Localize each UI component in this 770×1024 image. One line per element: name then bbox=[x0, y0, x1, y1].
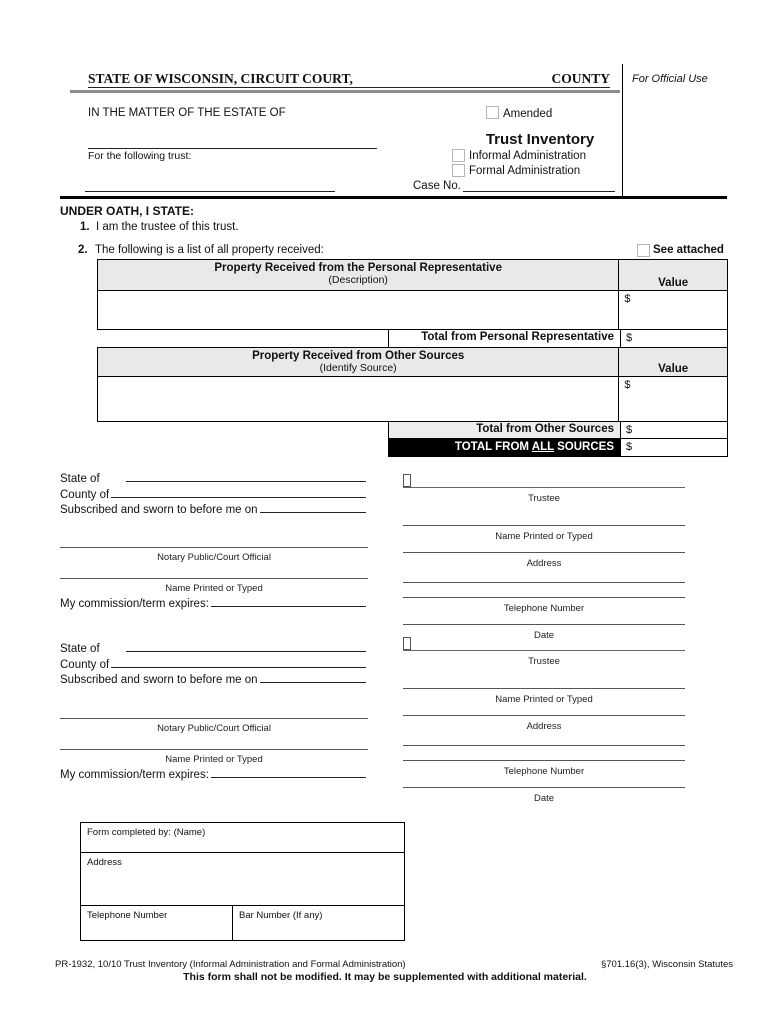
see-attached-label: See attached bbox=[653, 244, 724, 256]
trustee-label: Trustee bbox=[528, 656, 560, 667]
other-value-cell[interactable] bbox=[619, 377, 727, 421]
trust-name-line-2[interactable] bbox=[85, 191, 335, 192]
notary-name-label: Name Printed or Typed bbox=[165, 582, 263, 594]
commission-label: My commission/term expires: bbox=[60, 768, 209, 781]
court-title: STATE OF WISCONSIN, CIRCUIT COURT, bbox=[88, 71, 353, 86]
trustee-phone-line[interactable] bbox=[403, 760, 685, 761]
informal-admin-checkbox[interactable] bbox=[452, 149, 465, 162]
personal-total-label: Total from Personal Representative bbox=[388, 330, 620, 347]
header-bottom-rule bbox=[60, 196, 727, 199]
state-of-label: State of bbox=[60, 473, 100, 485]
personal-table-header bbox=[97, 259, 728, 291]
case-no-label: Case No. bbox=[413, 180, 461, 192]
other-header-title: Property Received from Other Sources bbox=[252, 350, 465, 362]
notary-signature-line[interactable] bbox=[60, 718, 368, 719]
other-property-table bbox=[97, 347, 728, 457]
see-attached-checkbox[interactable] bbox=[637, 244, 650, 257]
state-of-label: State of bbox=[60, 643, 100, 655]
oath-item1-num: 1. bbox=[80, 221, 90, 233]
state-of-line[interactable] bbox=[126, 481, 366, 482]
completed-by-cell[interactable] bbox=[81, 823, 404, 853]
personal-header-sub: (Description) bbox=[328, 274, 388, 286]
other-total-value-cell[interactable] bbox=[620, 422, 728, 438]
trust-name-line[interactable] bbox=[88, 148, 377, 149]
other-total-label: Total from Other Sources bbox=[388, 422, 620, 438]
dollar-sign: $ bbox=[626, 441, 633, 453]
form-title: Trust Inventory bbox=[485, 131, 595, 148]
state-of-line[interactable] bbox=[126, 651, 366, 652]
form-completed-box bbox=[80, 822, 405, 941]
county-of-label: County of bbox=[60, 488, 110, 501]
sworn-date-line[interactable] bbox=[260, 512, 366, 513]
commission-label: My commission/term expires: bbox=[60, 597, 209, 610]
commission-line[interactable] bbox=[211, 777, 366, 778]
trustee-date-label: Date bbox=[533, 630, 555, 641]
header-rule bbox=[70, 90, 620, 93]
trustee-signature-line[interactable] bbox=[403, 640, 685, 651]
personal-description-cell[interactable] bbox=[98, 291, 619, 329]
amended-checkbox[interactable] bbox=[486, 106, 499, 119]
trustee-address-line[interactable] bbox=[403, 715, 685, 716]
trustee-address-line-2[interactable] bbox=[403, 582, 685, 583]
completed-by-label: Form completed by: (Name) bbox=[87, 827, 206, 838]
personal-header-title: Property Received from the Personal Representative bbox=[214, 262, 502, 274]
dollar-sign: $ bbox=[624, 293, 631, 305]
amended-label: Amended bbox=[503, 108, 553, 120]
notary-signature-label: Notary Public/Court Official bbox=[157, 722, 271, 734]
dollar-sign: $ bbox=[626, 332, 633, 344]
grand-total-all-word: ALL bbox=[531, 441, 554, 453]
completed-phone-label: Telephone Number bbox=[87, 910, 168, 921]
other-table-body-row bbox=[97, 377, 728, 422]
oath-item2: The following is a list of all property received: bbox=[95, 244, 324, 256]
trustee-phone-label: Telephone Number bbox=[503, 766, 585, 777]
sworn-date-line[interactable] bbox=[260, 682, 366, 683]
official-use-label: For Official Use bbox=[632, 73, 708, 85]
commission-line[interactable] bbox=[211, 606, 366, 607]
formal-admin-label: Formal Administration bbox=[469, 165, 581, 177]
matter-line: IN THE MATTER OF THE ESTATE OF bbox=[88, 107, 286, 119]
footer-form-number: PR-1932, 10/10 Trust Inventory (Informal Administration and Formal Administration) bbox=[55, 959, 406, 970]
signature-marker-icon bbox=[403, 637, 411, 650]
signature-marker-icon bbox=[403, 474, 411, 487]
notary-signature-line[interactable] bbox=[60, 547, 368, 548]
trustee-address-line[interactable] bbox=[403, 552, 685, 553]
notary-name-line[interactable] bbox=[60, 749, 368, 750]
notary-name-label: Name Printed or Typed bbox=[165, 753, 263, 765]
other-table-header bbox=[97, 347, 728, 377]
completed-phone-cell[interactable] bbox=[81, 906, 233, 940]
other-source-cell[interactable] bbox=[98, 377, 619, 421]
case-no-line[interactable] bbox=[463, 191, 615, 192]
notary-name-line[interactable] bbox=[60, 578, 368, 579]
trustee-phone-label: Telephone Number bbox=[503, 603, 585, 614]
notary-block-1 bbox=[60, 472, 368, 612]
trustee-name-line[interactable] bbox=[403, 688, 685, 689]
trustee-date-line[interactable] bbox=[403, 787, 685, 788]
trust-line-label: For the following trust: bbox=[88, 150, 192, 162]
other-header-sub: (Identify Source) bbox=[319, 362, 397, 374]
dollar-sign: $ bbox=[626, 424, 633, 436]
trustee-name-line[interactable] bbox=[403, 525, 685, 526]
trustee-name-label: Name Printed or Typed bbox=[495, 531, 593, 542]
trustee-date-line[interactable] bbox=[403, 624, 685, 625]
informal-admin-label: Informal Administration bbox=[469, 150, 586, 162]
oath-item2-num: 2. bbox=[78, 244, 88, 256]
subscribed-label: Subscribed and sworn to before me on bbox=[60, 504, 258, 516]
personal-table-body-row bbox=[97, 291, 728, 330]
grand-total-value-cell[interactable] bbox=[620, 439, 728, 456]
grand-total-row bbox=[388, 439, 728, 457]
county-of-line[interactable] bbox=[111, 497, 366, 498]
grand-total-label bbox=[388, 439, 620, 456]
oath-item1: I am the trustee of this trust. bbox=[96, 221, 239, 233]
county-of-label: County of bbox=[60, 658, 110, 671]
trustee-address-label: Address bbox=[526, 721, 562, 732]
footer-notice: This form shall not be modified. It may be supplemented with additional material. bbox=[183, 971, 587, 983]
completed-address-label: Address bbox=[87, 857, 122, 868]
trustee-block-2 bbox=[403, 640, 685, 805]
trustee-date-label: Date bbox=[533, 793, 555, 804]
completed-address-cell[interactable] bbox=[81, 853, 404, 906]
subscribed-label: Subscribed and sworn to before me on bbox=[60, 674, 258, 686]
personal-value-header: Value bbox=[658, 277, 689, 289]
grand-total-text: SOURCES bbox=[553, 441, 614, 453]
personal-total-row bbox=[388, 330, 728, 347]
court-title-row bbox=[88, 71, 610, 88]
county-word: COUNTY bbox=[551, 71, 610, 86]
completed-bar-label: Bar Number (If any) bbox=[239, 910, 323, 921]
other-total-row bbox=[388, 422, 728, 439]
personal-property-table bbox=[97, 259, 728, 347]
trustee-name-label: Name Printed or Typed bbox=[495, 694, 593, 705]
personal-total-value-cell[interactable] bbox=[620, 330, 728, 347]
trustee-address-line-2[interactable] bbox=[403, 745, 685, 746]
footer-statute: §701.16(3), Wisconsin Statutes bbox=[600, 959, 733, 970]
dollar-sign: $ bbox=[624, 379, 631, 391]
other-value-header: Value bbox=[658, 363, 689, 375]
completed-bar-cell[interactable] bbox=[233, 906, 404, 940]
trustee-label: Trustee bbox=[528, 493, 560, 504]
trustee-block-1 bbox=[403, 477, 685, 642]
notary-block-2 bbox=[60, 642, 368, 783]
personal-value-cell[interactable] bbox=[619, 291, 727, 329]
notary-signature-label: Notary Public/Court Official bbox=[157, 551, 271, 563]
trustee-phone-line[interactable] bbox=[403, 597, 685, 598]
trustee-signature-line[interactable] bbox=[403, 477, 685, 488]
official-use-divider bbox=[622, 64, 623, 197]
county-of-line[interactable] bbox=[111, 667, 366, 668]
grand-total-text: TOTAL FROM bbox=[454, 441, 532, 453]
trustee-address-label: Address bbox=[526, 558, 562, 569]
oath-heading: UNDER OATH, I STATE: bbox=[60, 204, 194, 218]
formal-admin-checkbox[interactable] bbox=[452, 164, 465, 177]
